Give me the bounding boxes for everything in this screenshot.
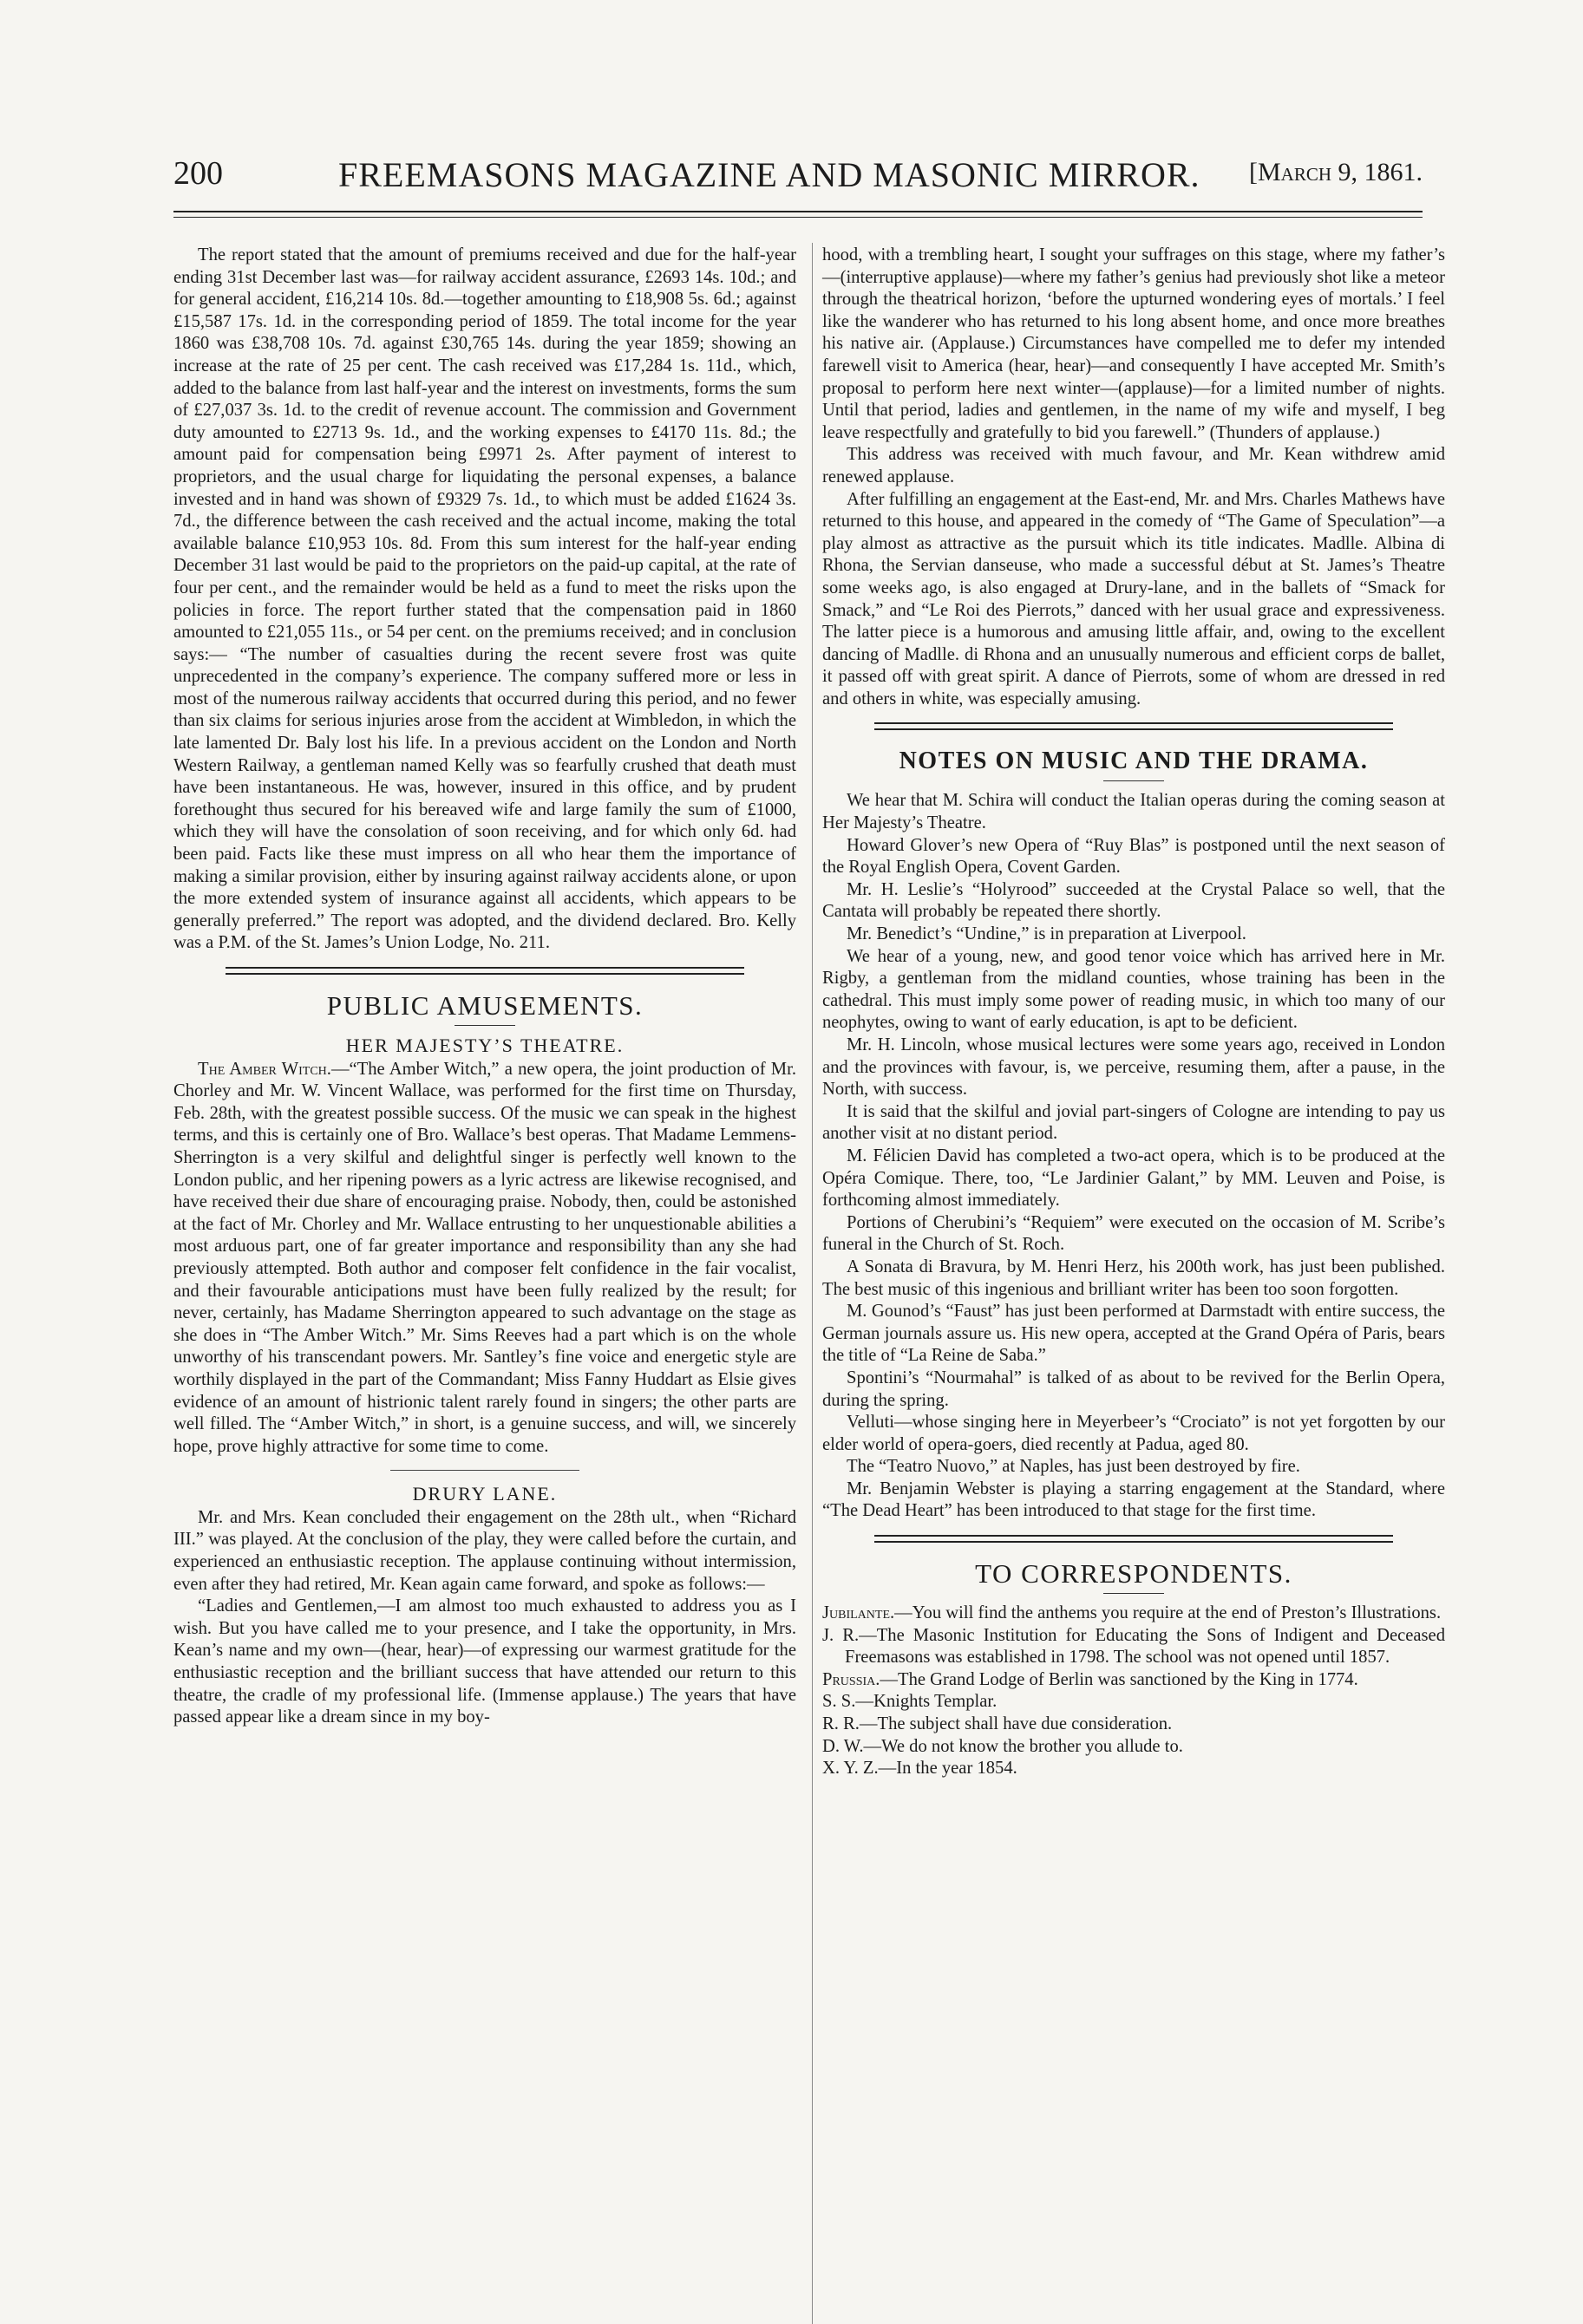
amber-witch-text: —“The Amber Witch,” a new opera, the joint production of Mr. Chorley and Mr. W. Vincent Wallace, was performed for the first time on Thursday, Feb. 28th, with the greatest possible success. Of the music we can speak in the highest terms, and this is certainly one of Bro. Wallace’s best operas. That Madame Lemmens-Sherrington is a very skilful and delightful singer is perfectly well known to the London public, and her ripening powers as a lyric actress are likewise recognised, and have received their due share of encouraging praise. Nobody, then, could be astonished at the fact of Mr. Chorley and Mr. Wallace entrusting to her unquestionable abilities a most arduous part, one of far greater importance and responsibility than any she had previously attempted. Both author and composer felt confidence in the fair vocalist, and their favourable anticipations must have been fully realized by the result; for never, certainly, has Madame Sherrington appeared to such advantage on the stage as she does in “The Amber Witch.” Mr. Sims Reeves had a part which is on the whole unworthy of his transcendant powers. Mr. Santley’s fine voice and energetic style are worthily displayed in the part of the Commandant; Miss Fanny Huddart as Elsie gives evidence of an amount of histrionic talent rarely found in singers; the other parts are well filled. The “Amber Witch,” in short, is a genuine success, and will, we sincerely hope, prove highly attractive for some time to come. [173,1059,796,1456]
issue-date: [March 9, 1861. [1248,158,1423,186]
music-drama-heading: NOTES ON MUSIC AND THE DRAMA. [899,747,1369,775]
correspondent-reply: —The Masonic Institution for Educating the Sons of Indigent and Deceased Freemasons was established in 1798. The school was not opened until 1857. [845,1625,1445,1668]
section-separator [226,967,744,975]
correspondent-entry [822,1669,1445,1692]
correspondent-name: Jubilante. [822,1603,895,1623]
correspondent-entry [822,1714,1445,1736]
kean-speech-start: “Ladies and Gentlemen,—I am almost too much exhausted to address you as I wish. But you have called me to your presence, and I take the opportunity, in Mrs. Kean’s name and my own—(hear, hear)—of expressing our warmest gratitude for the enthusiastic reception and the brilliant success that have attended our return to this theatre, the cradle of my professional life. (Immense applause.) The years that have passed appear like a dream since in my boy- [173,1596,796,1727]
correspondent-name: D. W. [822,1736,864,1756]
correspondent-reply: —Knights Templar. [855,1692,998,1712]
music-note: We hear of a young, new, and good tenor voice which has arrived here in Mr. Rigby, a gentleman from the midland counties, whose training has been in the cathedral. This must imply some power of reading music, in which too many of our neophytes, owing to want of early education, is apt to be deficient. [822,946,1445,1033]
music-note: We hear that M. Schira will conduct the Italian operas during the coming season at Her Majesty’s Theatre. [822,791,1445,833]
header-rule-bottom [173,217,1423,218]
insurance-report-paragraph: The report stated that the amount of premiums received and due for the half-year ending 31st December last was—for railway accident assurance, £2693 14s. 10d.; and for general accident, £16,214 10s. 8d.—together amounting to £18,908 5s. 6d.; against £15,587 17s. 1d. in the corresponding period of 1859. The total income for the year 1860 was £38,708 10s. 7d. against £30,765 14s. during the year 1859; showing an increase at the rate of 25 per cent. The cash received was £17,284 1s. 11d., which, added to the balance from last half-year and the interest on investments, forms the sum of £27,037 3s. 1d. to the credit of revenue account. The commission and Government duty amounted to £2713 9s. 1d., and the working expenses to £4170 11s. 8d.; the amount paid for compensation being £9971 2s. After payment of interest to proprietors, and the usual charge for liquidating the personal expenses, a balance invested and in hand was shown of £9329 7s. 1d., to which must be added £1624 3s. 7d., the difference between the cash received and the actual income, making the total available balance £10,953 10s. 8d. From this sum interest for the half-year ending December 31 last would be paid to the proprietors on the paid-up capital, at the rate of four per cent., and the remainder would be held as a fund to meet the risks upon the policies in force. The report further stated that the compensation paid in 1860 amounted to £21,055 11s., or 54 per cent. on the premiums received; and in conclusion says:— “The number of casualties during the recent severe frost was quite unprecedented in the company’s experience. The company suffered more or less in most of the numerous railway accidents that occurred during this period, and no fewer than six claims for serious injuries arose from the accident at Wimbledon, in which the late lamented Dr. Baly lost his life. In a previous accident on the London and North Western Railway, a gentleman named Kelly was so fearfully crushed that death must have been instantaneous. He was, however, insured in this office, and by prudent forethought thus secured for his bereaved wife and large family the sum of £1000, which they will have the consolation of soon receiving, and for which only 6d. had been paid. Facts like these must impress on all who hear them the importance of making a similar provision, either by insuring against railway accidents alone, or upon the more extended system of insurance against all accidents, which appears to be generally preferred.” The report was adopted, and the dividend declared. Bro. Kelly was a P.M. of the St. James’s Union Lodge, No. 211. [173,245,796,953]
public-amusements-heading: PUBLIC AMUSEMENTS. [326,990,644,1021]
music-note: Mr. Benedict’s “Undine,” is in preparation at Liverpool. [847,924,1246,944]
music-note: Spontini’s “Nourmahal” is talked of as about to be revived for the Berlin Opera, during the spring. [822,1368,1445,1410]
kean-withdrew-paragraph: This address was received with much favour, and Mr. Kean withdrew amid renewed applause. [822,445,1445,486]
column-divider [812,243,813,2324]
music-note: A Sonata di Bravura, by M. Henri Herz, his 200th work, has just been published. The best music of this ingenious and brilliant writer has been too soon forgotten. [822,1257,1445,1299]
east-end-paragraph: After fulfilling an engagement at the East-end, Mr. and Mrs. Charles Mathews have returned to this house, and appeared in the comedy of “The Game of Speculation”—a play almost as attractive as the pursuit which its title indicates. Madlle. Albina di Rhona, the Servian danseuse, who made a successful début at St. James’s Theatre some weeks ago, is also engaged at Drury-lane, and in the ballets of “Smack for Smack,” and “Le Roi des Pierrots,” danced with her usual grace and expressiveness. The latter piece is a humorous and amusing little affair, and, owing to the excellent dancing of Madlle. di Rhona and an unusually numerous and efficient corps de ballet, it passed off with great spirit. A dance of Pierrots, some of whom are dressed in red and others in white, was especially amusing. [822,489,1445,708]
magazine-title: FREEMASONS MAGAZINE AND MASONIC MIRROR. [338,155,1200,194]
left-column [173,245,796,1729]
header-rule-top [173,211,1423,212]
correspondents-heading: TO CORRESPONDENTS. [975,1558,1292,1590]
music-note: Velluti—whose singing here in Meyerbeer’s “Crociato” is not yet forgotten by our elder world of opera-goers, died recently at Padua, aged 80. [822,1413,1445,1454]
music-note: It is said that the skilful and jovial part-singers of Cologne are intending to pay us another visit at no distant period. [822,1101,1445,1144]
drury-lane-paragraph: Mr. and Mrs. Kean concluded their engagement on the 28th ult., when “Richard III.” was played. At the conclusion of the play, they were called before the curtain, and experienced an enthusiastic reception. The applause continuing without intermission, even after they had retired, Mr. Kean again came forward, and spoke as follows:— [173,1507,796,1594]
correspondent-entry [822,1603,1445,1625]
correspondent-name: X. Y. Z. [822,1759,879,1779]
drury-lane-heading: DRURY LANE. [412,1483,558,1505]
correspondent-name: R. R. [822,1714,860,1734]
correspondent-name: S. S. [822,1692,856,1712]
correspondent-entry [822,1625,1445,1669]
page-header [173,154,1423,199]
section-separator [874,722,1393,730]
subsection-separator [390,1470,579,1471]
section-separator [874,1535,1393,1543]
music-note: Portions of Cherubini’s “Requiem” were executed on the occasion of M. Scribe’s funeral in the Church of St. Roch. [822,1212,1445,1255]
correspondent-entry [822,1691,1445,1714]
music-note: Howard Glover’s new Opera of “Ruy Blas” is postponed until the next season of the Royal English Opera, Covent Garden. [822,835,1445,878]
correspondent-reply: —We do not know the brother you allude to. [863,1736,1183,1756]
right-column [822,245,1445,1780]
correspondent-reply: —In the year 1854. [878,1759,1017,1779]
correspondent-reply: —The Grand Lodge of Berlin was sanctioned by the King in 1774. [880,1669,1358,1689]
correspondents-list [822,1603,1445,1780]
correspondent-reply: —You will find the anthems you require at the end of Preston’s Illustrations. [894,1603,1442,1623]
amber-witch-lead: The Amber Witch. [198,1059,331,1079]
music-note: M. Félicien David has completed a two-act opera, which is to be produced at the Opéra Comique. There, too, “Le Jardinier Galant,” by MM. Leuven and Poise, is forthcoming almost immediately. [822,1146,1445,1211]
her-majestys-theatre-heading: HER MAJESTY’S THEATRE. [345,1035,625,1056]
heading-underline [1103,1593,1164,1594]
heading-underline [455,1025,515,1026]
correspondent-reply: —The subject shall have due consideration. [859,1714,1173,1734]
correspondent-name: J. R. [822,1625,860,1645]
music-note: Mr. H. Lincoln, whose musical lectures were some years ago, received in London and the provinces with favour, is, we perceive, resuming them, after a pause, in the North, with success. [822,1035,1445,1100]
heading-underline [1103,780,1164,781]
music-note: Mr. H. Leslie’s “Holyrood” succeeded at the Crystal Palace so well, that the Cantata will probably be repeated there shortly. [822,879,1445,922]
page-number: 200 [173,155,223,192]
music-note: Mr. Benjamin Webster is playing a starring engagement at the Standard, where “The Dead Heart” has been introduced to that stage for the first time. [822,1479,1445,1521]
amber-witch-paragraph [173,1059,796,1459]
correspondent-entry [822,1736,1445,1759]
kean-speech-end: hood, with a trembling heart, I sought your suffrages on this stage, where my father’s—(interruptive applause)—where my father’s genius had previously shot like a meteor through the theatrical horizon, ‘before the upturned wondering eyes of mortals.’ I feel like the wanderer who has returned to his long absent home, and once more breathes his native air. (Applause.) Circumstances have compelled me to defer my intended farewell visit to America (hear, hear)—and consequently I have accepted Mr. Smith’s proposal to perform here next winter—(applause)—for a limited number of nights. Until that period, ladies and gentlemen, in the name of my wife and myself, I beg leave respectfully and gratefully to bid you farewell.” (Thunders of applause.) [822,245,1445,442]
correspondent-entry [822,1758,1445,1780]
correspondent-name: Prussia. [822,1669,880,1689]
music-note: The “Teatro Nuovo,” at Naples, has just been destroyed by fire. [847,1457,1300,1477]
music-note: M. Gounod’s “Faust” has just been performed at Darmstadt with entire success, the German journals assure us. His new opera, accepted at the Grand Opéra of Paris, bears the title of “La Reine de Saba.” [822,1302,1445,1366]
